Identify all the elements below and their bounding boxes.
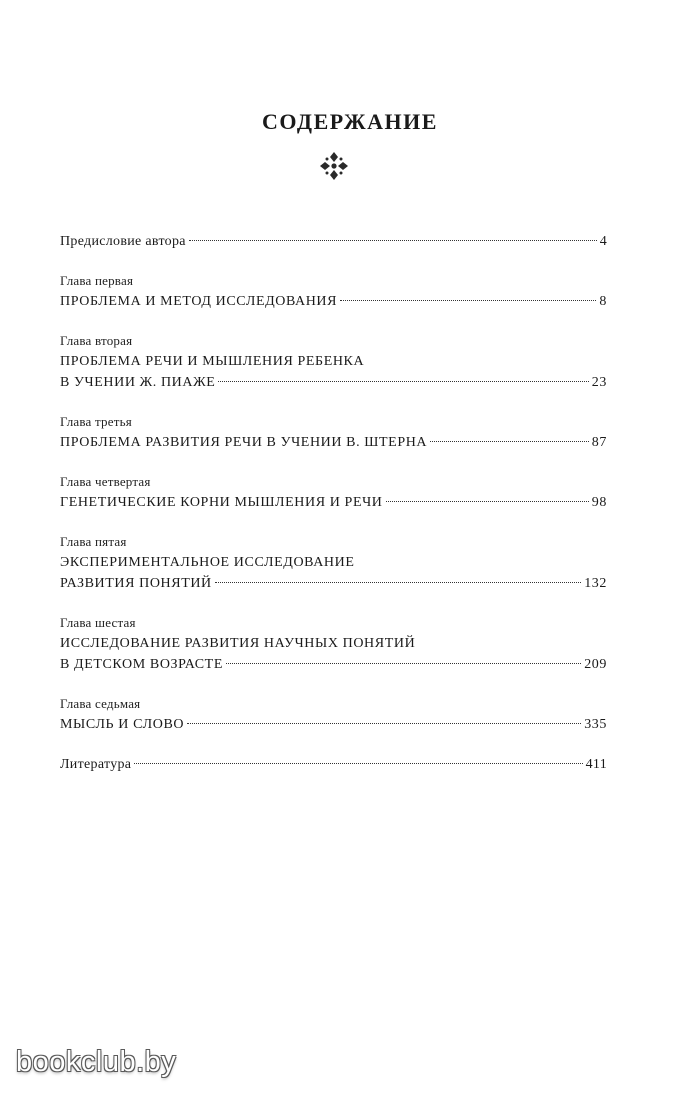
toc-page-number: 98	[591, 495, 607, 510]
chapter-title: ПРОБЛЕМА И МЕТОД ИССЛЕДОВАНИЯ	[60, 294, 338, 309]
toc-entry-chapter-5[interactable]	[60, 532, 607, 594]
chapter-label: Глава третья	[60, 414, 132, 429]
toc-entry-title: Предисловие автора	[60, 234, 186, 249]
toc-entry-chapter-3[interactable]	[60, 412, 607, 453]
dot-leader	[218, 381, 588, 382]
chapter-label: Глава первая	[60, 273, 134, 288]
toc-page-number: 335	[584, 717, 607, 732]
toc-page-number: 4	[599, 234, 607, 249]
dot-leader	[340, 300, 596, 301]
chapter-title: ГЕНЕТИЧЕСКИЕ КОРНИ МЫШЛЕНИЯ И РЕЧИ	[60, 495, 383, 510]
dot-leader	[187, 723, 581, 724]
toc-entry-chapter-4[interactable]	[60, 472, 607, 513]
table-of-contents	[60, 231, 607, 775]
watermark: bookclub.by	[16, 1046, 177, 1078]
fleuron-ornament-icon	[318, 150, 350, 182]
dot-leader	[215, 582, 581, 583]
chapter-label: Глава седьмая	[60, 696, 141, 711]
toc-page-number: 8	[599, 294, 607, 309]
toc-entry-chapter-2[interactable]	[60, 331, 607, 393]
chapter-title: МЫСЛЬ И СЛОВО	[60, 717, 185, 732]
toc-entry-chapter-6[interactable]	[60, 613, 607, 675]
chapter-title-continued: РАЗВИТИЯ ПОНЯТИЙ	[60, 576, 212, 591]
chapter-title: ПРОБЛЕМА РЕЧИ И МЫШЛЕНИЯ РЕБЕНКА	[60, 354, 365, 369]
toc-entry-title: Литература	[60, 757, 132, 772]
chapter-label: Глава пятая	[60, 534, 127, 549]
toc-entry-literature[interactable]	[60, 754, 607, 775]
chapter-label: Глава четвертая	[60, 474, 151, 489]
toc-page-number: 23	[591, 375, 607, 390]
toc-page-number: 411	[585, 757, 607, 772]
toc-page-number: 209	[584, 657, 607, 672]
chapter-title: ИССЛЕДОВАНИЕ РАЗВИТИЯ НАУЧНЫХ ПОНЯТИЙ	[60, 636, 416, 651]
toc-entry-chapter-7[interactable]	[60, 694, 607, 735]
toc-page-number: 132	[584, 576, 607, 591]
chapter-title-continued: В ДЕТСКОМ ВОЗРАСТЕ	[60, 657, 223, 672]
chapter-label: Глава шестая	[60, 615, 136, 630]
page-title: СОДЕРЖАНИЕ	[262, 109, 438, 134]
dot-leader	[134, 763, 582, 764]
dot-leader	[386, 501, 589, 502]
chapter-title: ПРОБЛЕМА РАЗВИТИЯ РЕЧИ В УЧЕНИИ В. ШТЕРНА	[60, 435, 428, 450]
chapter-title: ЭКСПЕРИМЕНТАЛЬНОЕ ИССЛЕДОВАНИЕ	[60, 555, 355, 570]
chapter-label: Глава вторая	[60, 333, 133, 348]
chapter-title-continued: В УЧЕНИИ Ж. ПИАЖЕ	[60, 375, 216, 390]
dot-leader	[189, 240, 597, 241]
toc-entry-chapter-1[interactable]	[60, 271, 607, 312]
dot-leader	[226, 663, 581, 664]
dot-leader	[430, 441, 589, 442]
toc-page-number: 87	[591, 435, 607, 450]
toc-entry-preface[interactable]	[60, 231, 607, 252]
